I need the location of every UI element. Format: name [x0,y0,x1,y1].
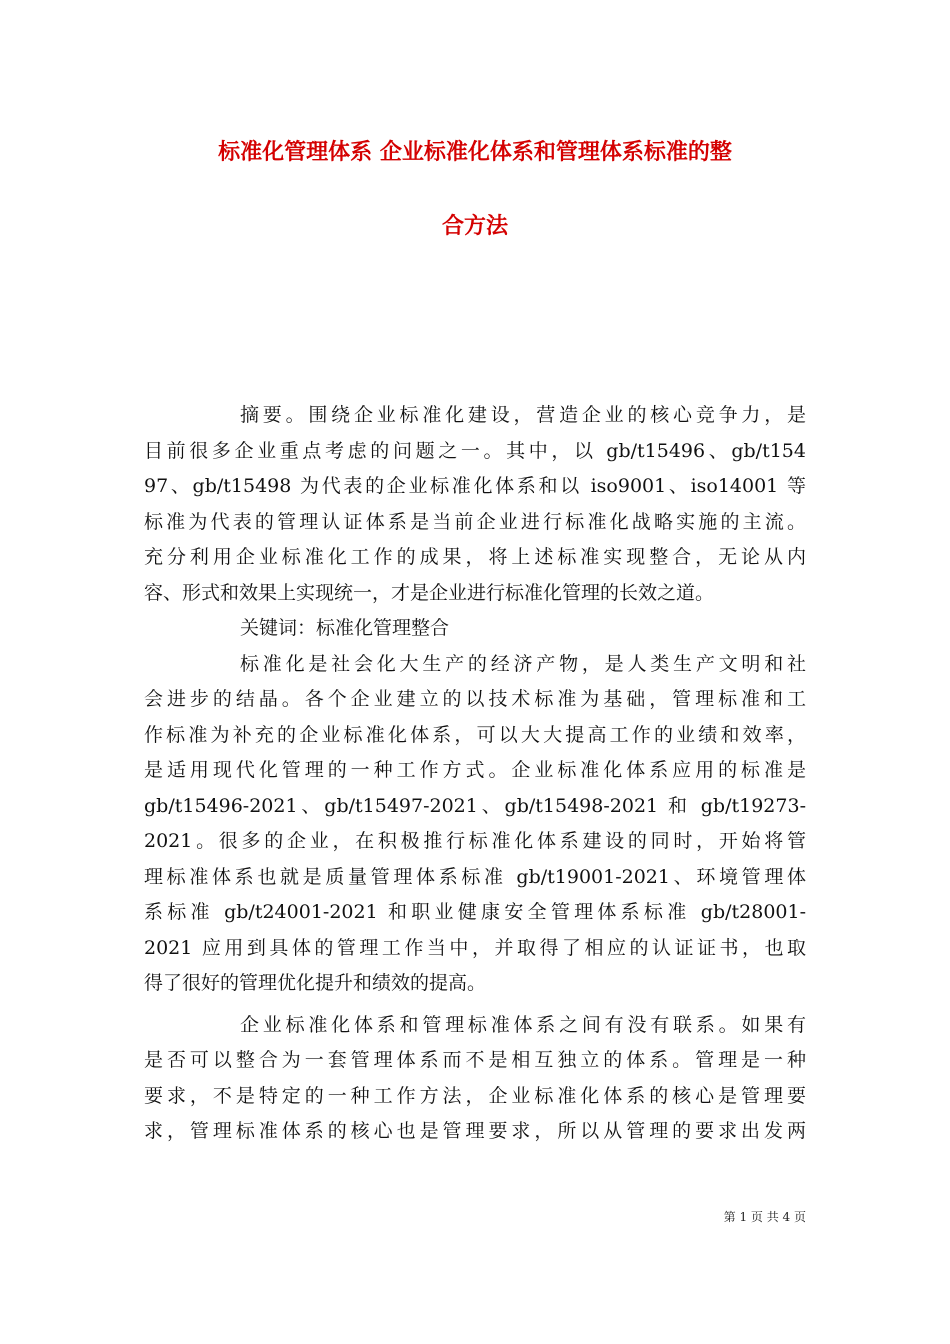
page-number: 第 1 页 共 4 页 [723,1210,806,1224]
text-line: 2021 应用到具体的管理工作当中，并取得了相应的认证证书，也取 [144,936,806,959]
abstract-paragraph [144,398,806,611]
text-line: 摘要。围绕企业标准化建设，营造企业的核心竞争力，是 [240,404,806,426]
body-paragraph [144,1008,806,1150]
text-line: 关键词：标准化管理整合 [240,617,450,639]
text-line: 标准化是社会化大生产的经济产物，是人类生产文明和社 [240,652,806,675]
text-line: 目前很多企业重点考虑的问题之一。其中，以 gb/t15496、gb/t154 [144,439,806,462]
text-line: 企业标准化体系和管理标准体系之间有没有联系。如果有 [240,1013,806,1036]
text-line: 理标准体系也就是质量管理体系标准 gb/t19001-2021、环境管理体 [144,865,806,888]
body-paragraph [144,647,806,1002]
text-line: 作标准为补充的企业标准化体系，可以大大提高工作的业绩和效率， [144,723,806,746]
text-line: 是否可以整合为一套管理体系而不是相互独立的体系。管理是一种 [144,1049,806,1071]
text-line: 标准为代表的管理认证体系是当前企业进行标准化战略实施的主流。 [144,510,806,533]
text-line: 会进步的结晶。各个企业建立的以技术标准为基础，管理标准和工 [144,688,806,710]
document-title-line-1: 标准化管理体系 企业标准化体系和管理体系标准的整 [218,139,732,165]
text-line: 容、形式和效果上实现统一，才是企业进行标准化管理的长效之道。 [144,581,715,604]
document-title-line-2: 合方法 [441,213,508,239]
text-line: 得了很好的管理优化提升和绩效的提高。 [144,972,487,994]
keywords-paragraph [144,611,806,647]
document-body [144,398,806,1150]
text-line: 求，管理标准体系的核心也是管理要求，所以从管理的要求出发两 [144,1120,806,1142]
text-line: 97、gb/t15498 为代表的企业标准化体系和以 iso9001、iso14001 等 [144,475,806,497]
text-line: 是适用现代化管理的一种工作方式。企业标准化体系应用的标准是 [144,759,806,781]
text-line: 要求，不是特定的一种工作方法，企业标准化体系的核心是管理要 [144,1084,806,1107]
text-line: 2021。很多的企业，在积极推行标准化体系建设的同时，开始将管 [144,830,806,852]
text-line: gb/t15496-2021、gb/t15497-2021、gb/t15498-2021 和 gb/t19273- [144,794,806,817]
text-line: 系标准 gb/t24001-2021 和职业健康安全管理体系标准 gb/t28001- [144,901,806,923]
text-line: 充分利用企业标准化工作的成果，将上述标准实现整合，无论从内 [144,546,806,568]
